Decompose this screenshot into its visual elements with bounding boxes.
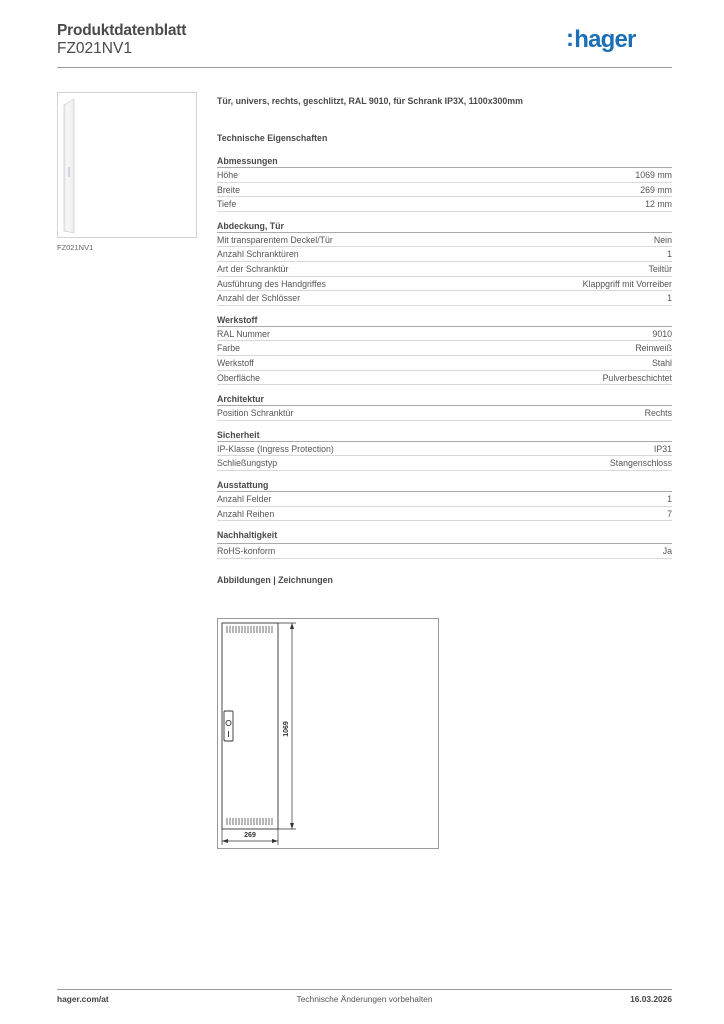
spec-value: Stahl [651,357,672,368]
spec-label: Tiefe [217,199,237,210]
spec-label: Schließungstyp [217,458,278,469]
hager-logo [566,26,636,54]
footer-date: 16.03.2026 [630,994,672,1004]
document-title: Produktdatenblatt [57,22,187,39]
spec-group-sustainability [217,529,672,559]
spec-label: Anzahl Schranktüren [217,249,299,260]
group-title: Werkstoff [217,314,672,327]
spec-label: Oberfläche [217,372,261,383]
spec-value: 1 [667,493,672,504]
footer-divider [57,989,672,990]
spec-value: 269 mm [640,184,672,195]
spec-row [217,543,672,559]
drawings-title: Abbildungen | Zeichnungen [217,574,333,585]
spec-row [217,233,672,248]
spec-label: Anzahl Reihen [217,508,275,519]
tech-properties-title: Technische Eigenschaften [217,133,328,143]
technical-drawing [217,618,439,849]
spec-group-equipment [217,479,672,521]
spec-value: 7 [667,508,672,519]
document-header [57,22,186,58]
group-title: Ausstattung [217,479,672,492]
spec-row [217,492,672,507]
spec-value: Reinweiß [635,343,672,354]
spec-label: RAL Nummer [217,328,270,339]
group-title: Architektur [217,393,672,406]
spec-label: Höhe [217,170,239,180]
spec-label: RoHS-konform [217,546,276,557]
spec-row [217,341,672,356]
spec-value: 1069 mm [635,170,672,180]
spec-group-material [217,314,672,385]
spec-value: 1 [667,293,672,304]
spec-label: Breite [217,184,240,195]
spec-value: Pulverbeschichtet [602,372,672,383]
door-drawing-icon [218,619,440,850]
spec-row [217,507,672,522]
header-divider [57,67,672,68]
logo-text: hager [574,26,636,53]
spec-label: Ausführung des Handgriffes [217,278,326,289]
spec-group-safety [217,429,672,471]
specifications [217,96,672,585]
logo-colon-icon: : [566,25,574,52]
spec-row [217,327,672,342]
spec-row [217,183,672,198]
spec-row [217,262,672,277]
spec-value: 1 [667,249,672,260]
product-description: Tür, univers, rechts, geschlitzt, RAL 9010, für Schrank IP3X, 1100x300mm [217,96,523,106]
spec-label: Anzahl der Schlösser [217,293,301,304]
spec-label: Farbe [217,343,240,354]
spec-value: Nein [653,234,672,245]
spec-group-architecture [217,393,672,421]
height-label: 1069 [283,721,290,737]
spec-label: Art der Schranktür [217,263,289,274]
spec-label: Mit transparentem Deckel/Tür [217,234,333,245]
spec-row [217,197,672,212]
group-title: Nachhaltigkeit [217,530,278,541]
spec-row [217,291,672,306]
spec-value: IP31 [653,443,672,454]
spec-group-cover-door [217,220,672,306]
spec-value: 9010 [652,328,672,339]
footer-note: Technische Änderungen vorbehalten [296,994,433,1004]
spec-row [217,356,672,371]
spec-label: Werkstoff [217,357,254,368]
spec-value: Stangenschloss [609,458,672,469]
spec-group-dimensions [217,155,672,212]
door-image-icon [62,97,186,235]
product-thumbnail [57,92,197,238]
door-handle-icon [224,711,233,741]
spec-row [217,168,672,183]
spec-value: 12 mm [645,199,672,210]
spec-value: Ja [662,546,672,557]
door-outline [222,623,278,829]
group-title: Abmessungen [217,155,672,168]
spec-row [217,406,672,421]
spec-label: Position Schranktür [217,408,294,419]
spec-value: Rechts [644,408,672,419]
group-title: Abdeckung, Tür [217,220,672,233]
spec-row [217,442,672,457]
spec-label: IP-Klasse (Ingress Protection) [217,443,334,454]
width-label: 269 [244,832,256,839]
spec-row [217,247,672,262]
spec-value: Klappgriff mit Vorreiber [582,278,672,289]
spec-label: Anzahl Felder [217,493,272,504]
top-vent-slots [227,626,272,633]
spec-row [217,371,672,386]
spec-row [217,456,672,471]
spec-row [217,277,672,292]
spec-value: Teiltür [648,263,672,274]
group-title: Sicherheit [217,429,672,442]
footer-website-link[interactable]: hager.com/at [57,994,109,1004]
bottom-vent-slots [227,818,272,825]
thumbnail-caption: FZ021NV1 [57,243,94,252]
product-number: FZ021NV1 [57,40,132,57]
